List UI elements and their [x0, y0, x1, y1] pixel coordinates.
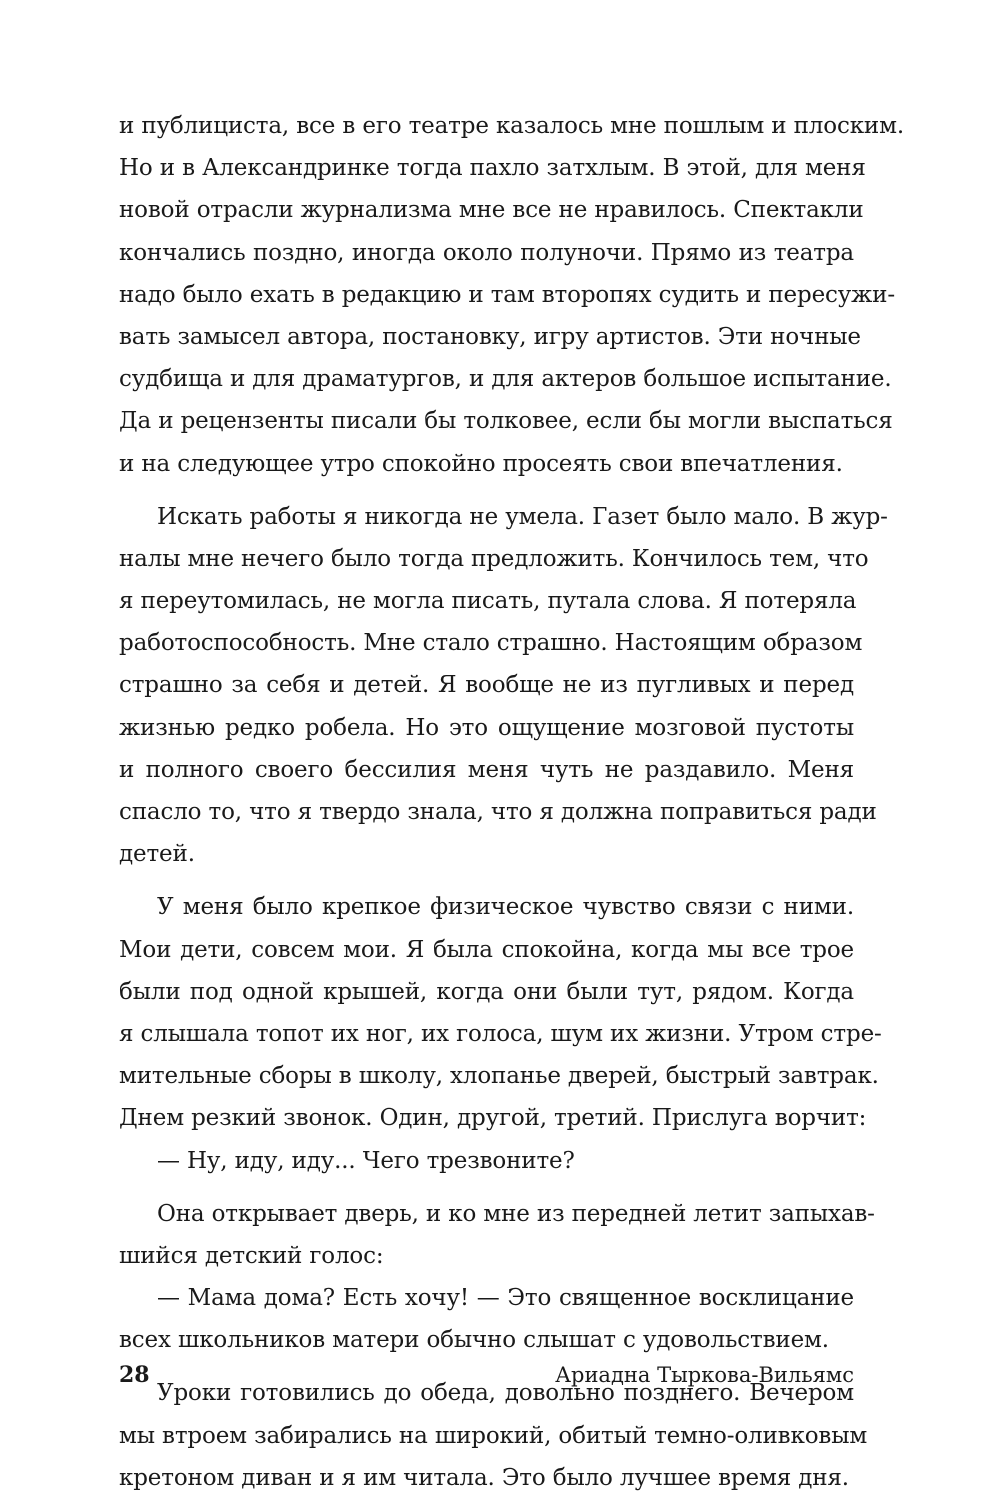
text-line: мительные сборы в школу, хлопанье дверей, быстрый завтрак.	[119, 1063, 879, 1090]
text-line: жизнью редко робела. Но это ощущение мозговой пустоты	[119, 714, 854, 741]
paragraph	[119, 496, 888, 876]
paragraph	[119, 1193, 875, 1277]
text-line: налы мне нечего было тогда предложить. Кончилось тем, что	[119, 545, 869, 572]
text-line: и полного своего бессилия меня чуть не раздавило. Меня	[119, 756, 854, 783]
text-line: работоспособность. Мне стало страшно. Настоящим образом	[119, 630, 863, 657]
text-line: кретоном диван и я им читала. Это было лучшее время дня.	[119, 1464, 849, 1491]
text-line: судбища и для драматургов, и для актеров большое испытание.	[119, 366, 892, 393]
text-line: — Мама дома? Есть хочу! — Это священное восклицание	[157, 1285, 854, 1312]
text-line: всех школьников матери обычно слышат с удовольствием.	[119, 1327, 829, 1354]
text-line: детей.	[119, 841, 195, 868]
page-number: 28	[119, 1362, 150, 1388]
text-line: Но и в Александринке тогда пахло затхлым. В этой, для меня	[119, 155, 866, 182]
text-line: страшно за себя и детей. Я вообще не из пугливых и перед	[119, 672, 854, 699]
text-line: я переутомилась, не могла писать, путала слова. Я потеряла	[119, 588, 857, 615]
text-line: были под одной крышей, когда они были тут, рядом. Когда	[119, 978, 854, 1005]
text-line: шийся детский голос:	[119, 1242, 384, 1269]
text-line: новой отрасли журнализма мне все не нравилось. Спектакли	[119, 197, 864, 224]
paragraph	[119, 105, 905, 485]
running-head-author: Ариадна Тыркова-Вильямс	[555, 1363, 854, 1387]
text-line: мы втроем забирались на широкий, обитый темно-оливковым	[119, 1422, 868, 1449]
page-text	[119, 105, 905, 1499]
text-line: У меня было крепкое физическое чувство связи с ними.	[157, 894, 854, 921]
text-line: спасло то, что я твердо знала, что я должна поправиться ради	[119, 799, 877, 825]
text-line: и на следующее утро спокойно просеять свои впечатления.	[119, 450, 843, 477]
text-line: Да и рецензенты писали бы толковее, если бы могли выспаться	[119, 408, 893, 435]
dialogue-line	[119, 1140, 854, 1182]
text-line: Днем резкий звонок. Один, другой, третий. Прислуга ворчит:	[119, 1105, 867, 1132]
text-line: надо было ехать в редакцию и там второпях судить и пересужи-	[119, 281, 895, 308]
paragraph	[119, 886, 882, 1139]
text-line: Искать работы я никогда не умела. Газет было мало. В жур-	[157, 503, 888, 530]
text-line: — Ну, иду, иду... Чего трезвоните?	[157, 1147, 575, 1174]
text-line: Она открывает дверь, и ко мне из передней летит запыхав-	[157, 1200, 875, 1227]
text-line: и публициста, все в его театре казалось мне пошлым и плоским.	[119, 113, 905, 139]
dialogue-line	[119, 1277, 854, 1361]
text-line: вать замысел автора, постановку, игру артистов. Эти ночные	[119, 323, 861, 350]
text-line: Мои дети, совсем мои. Я была спокойна, когда мы все трое	[119, 936, 854, 963]
text-line: я слышала топот их ног, их голоса, шум их жизни. Утром стре-	[119, 1020, 882, 1047]
text-line: кончались поздно, иногда около полуночи. Прямо из театра	[119, 239, 854, 266]
page-footer	[119, 1355, 854, 1395]
text-line: Уроки готовились до обеда, довольно позднего. Вечером	[157, 1380, 854, 1407]
